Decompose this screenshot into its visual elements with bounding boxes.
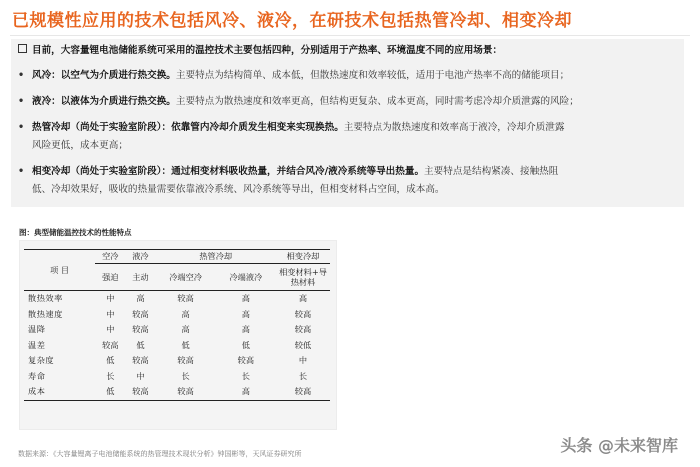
table-cell: 较高: [177, 355, 194, 366]
table-cell: 较高: [125, 384, 155, 400]
bullet-text: 主要特点是结构紧凑、接触热阻: [424, 166, 559, 177]
table-cell: 中: [136, 370, 145, 381]
table-cell: 较高: [294, 308, 312, 319]
table-cell: 长: [298, 370, 308, 381]
row-label: 寿命: [28, 370, 46, 381]
table-cell: 较高: [132, 355, 149, 366]
table-cell: 低: [106, 355, 115, 366]
bullet-text: 主要特点为散热速度和效率高于液冷，冷却介质泄露: [343, 122, 565, 133]
table-cell: 高: [241, 324, 250, 335]
title-divider: [10, 35, 690, 36]
table-row: [24, 369, 330, 385]
table-cell: 较高: [177, 293, 194, 304]
table-cell: 较高: [294, 324, 312, 335]
table-cell: 中: [106, 293, 115, 304]
row-label: 成本: [24, 384, 95, 400]
bullet-bold-text: 风冷：以空气为介质进行热交换。: [32, 70, 176, 81]
table-cell: 低: [181, 339, 190, 350]
table-cell: 长: [106, 370, 115, 381]
group-liquid: 液冷: [125, 250, 155, 264]
table-cell: 中: [106, 308, 115, 319]
table-cell: 中: [106, 324, 115, 335]
sub-phase: 相变材料+导热材料: [276, 264, 330, 291]
page-title: 已规模性应用的技术包括风冷、液冷，在研技术包括热管冷却、相变冷却: [12, 11, 572, 31]
bullet-icon: •: [18, 70, 25, 81]
table-cell: 长: [241, 370, 250, 381]
table-row: [24, 338, 330, 354]
bullet-icon: •: [18, 96, 25, 107]
group-heatpipe: 热管冷却: [156, 250, 277, 264]
comparison-table-image: [19, 240, 337, 430]
bullet-icon: •: [18, 166, 25, 177]
bullet-text: 主要特点为结构简单、成本低，但散热速度和效率较低，适用于电池产热率不高的储能项目；: [175, 70, 570, 81]
table-row: [24, 291, 330, 307]
table-row: [24, 384, 330, 400]
table-cell: 高: [241, 308, 250, 319]
table-cell: 长: [181, 370, 190, 381]
table-cell: 低: [241, 339, 250, 350]
row-label: 散热速度: [28, 308, 63, 319]
row-label: 散热效率: [28, 293, 63, 304]
table-cell: 高: [136, 293, 145, 304]
comparison-table: [24, 249, 330, 401]
table-cell: 高: [216, 384, 276, 400]
table-cell: 较高: [276, 384, 330, 400]
sub-hp-air: 冷端空冷: [156, 264, 216, 291]
sub-liquid: 主动: [125, 264, 155, 291]
bullet-air-cooling: [18, 67, 569, 85]
item-header: 项 目: [24, 250, 95, 291]
bullet-bold-text: 相变冷却（尚处于实验室阶段）：通过相变材料吸收热量，并结合风冷/液冷系统等导出热量。: [32, 166, 425, 177]
sub-air: 强迫: [95, 264, 125, 291]
intro-text: 目前，大容量锂电池储能系统可采用的温控技术主要包括四种，分别适用于产热率、环境温度不同的应用场景：: [32, 45, 503, 56]
figure-caption: 图：典型储能温控技术的性能特点: [19, 228, 132, 237]
table-cell: 高: [241, 293, 250, 304]
watermark: 头条 @未来智库: [560, 436, 678, 455]
table-cell: 高: [298, 293, 308, 304]
row-label: 温差: [28, 339, 46, 350]
intro-paragraph: [18, 42, 502, 60]
table-cell: 较低: [294, 339, 312, 350]
bullet-text: 主要特点为散热速度和效率更高，但结构更复杂、成本更高，同时需考虑冷却介质泄露的风险；: [175, 96, 579, 107]
bullet-liquid-cooling: [18, 93, 579, 111]
bullet-phase-change: [18, 163, 558, 199]
bullet-heat-pipe: [18, 119, 564, 155]
bullet-icon: •: [18, 122, 25, 133]
group-phase: 相变冷却: [276, 250, 330, 264]
bullet-bold-text: 热管冷却（尚处于实验室阶段）：依靠管内冷却介质发生相变来实现换热。: [32, 122, 344, 133]
row-label: 复杂度: [28, 355, 55, 366]
table-cell: 低: [95, 384, 125, 400]
row-label: 温降: [28, 324, 46, 335]
group-air: 空冷: [95, 250, 125, 264]
table-row: [24, 307, 330, 323]
table-cell: 较高: [156, 384, 216, 400]
table-cell: 较高: [102, 339, 119, 350]
sub-hp-liquid: 冷端液冷: [216, 264, 276, 291]
table-row: [24, 322, 330, 338]
table-cell: 高: [181, 308, 190, 319]
table-row: [24, 353, 330, 369]
table-cell: 较高: [237, 355, 255, 366]
table-cell: 较高: [132, 308, 149, 319]
bullet-continuation: 低、冷却效果好，吸收的热量需要依靠液冷系统、风冷系统等导出，但相变材料占空间，成本高。: [32, 184, 445, 195]
bullet-bold-text: 液冷：以液体为介质进行热交换。: [32, 96, 176, 107]
table-cell: 高: [181, 324, 190, 335]
bullet-continuation: 风险更低，成本更高；: [32, 140, 128, 151]
table-cell: 低: [136, 339, 145, 350]
checkbox-square-icon: [18, 44, 27, 53]
source-footnote: 数据来源：《大容量锂离子电池储能系统的热管理技术现状分析》钟国彬等，天风证券研究所: [18, 450, 302, 458]
table-cell: 较高: [132, 324, 149, 335]
table-cell: 中: [298, 355, 308, 366]
